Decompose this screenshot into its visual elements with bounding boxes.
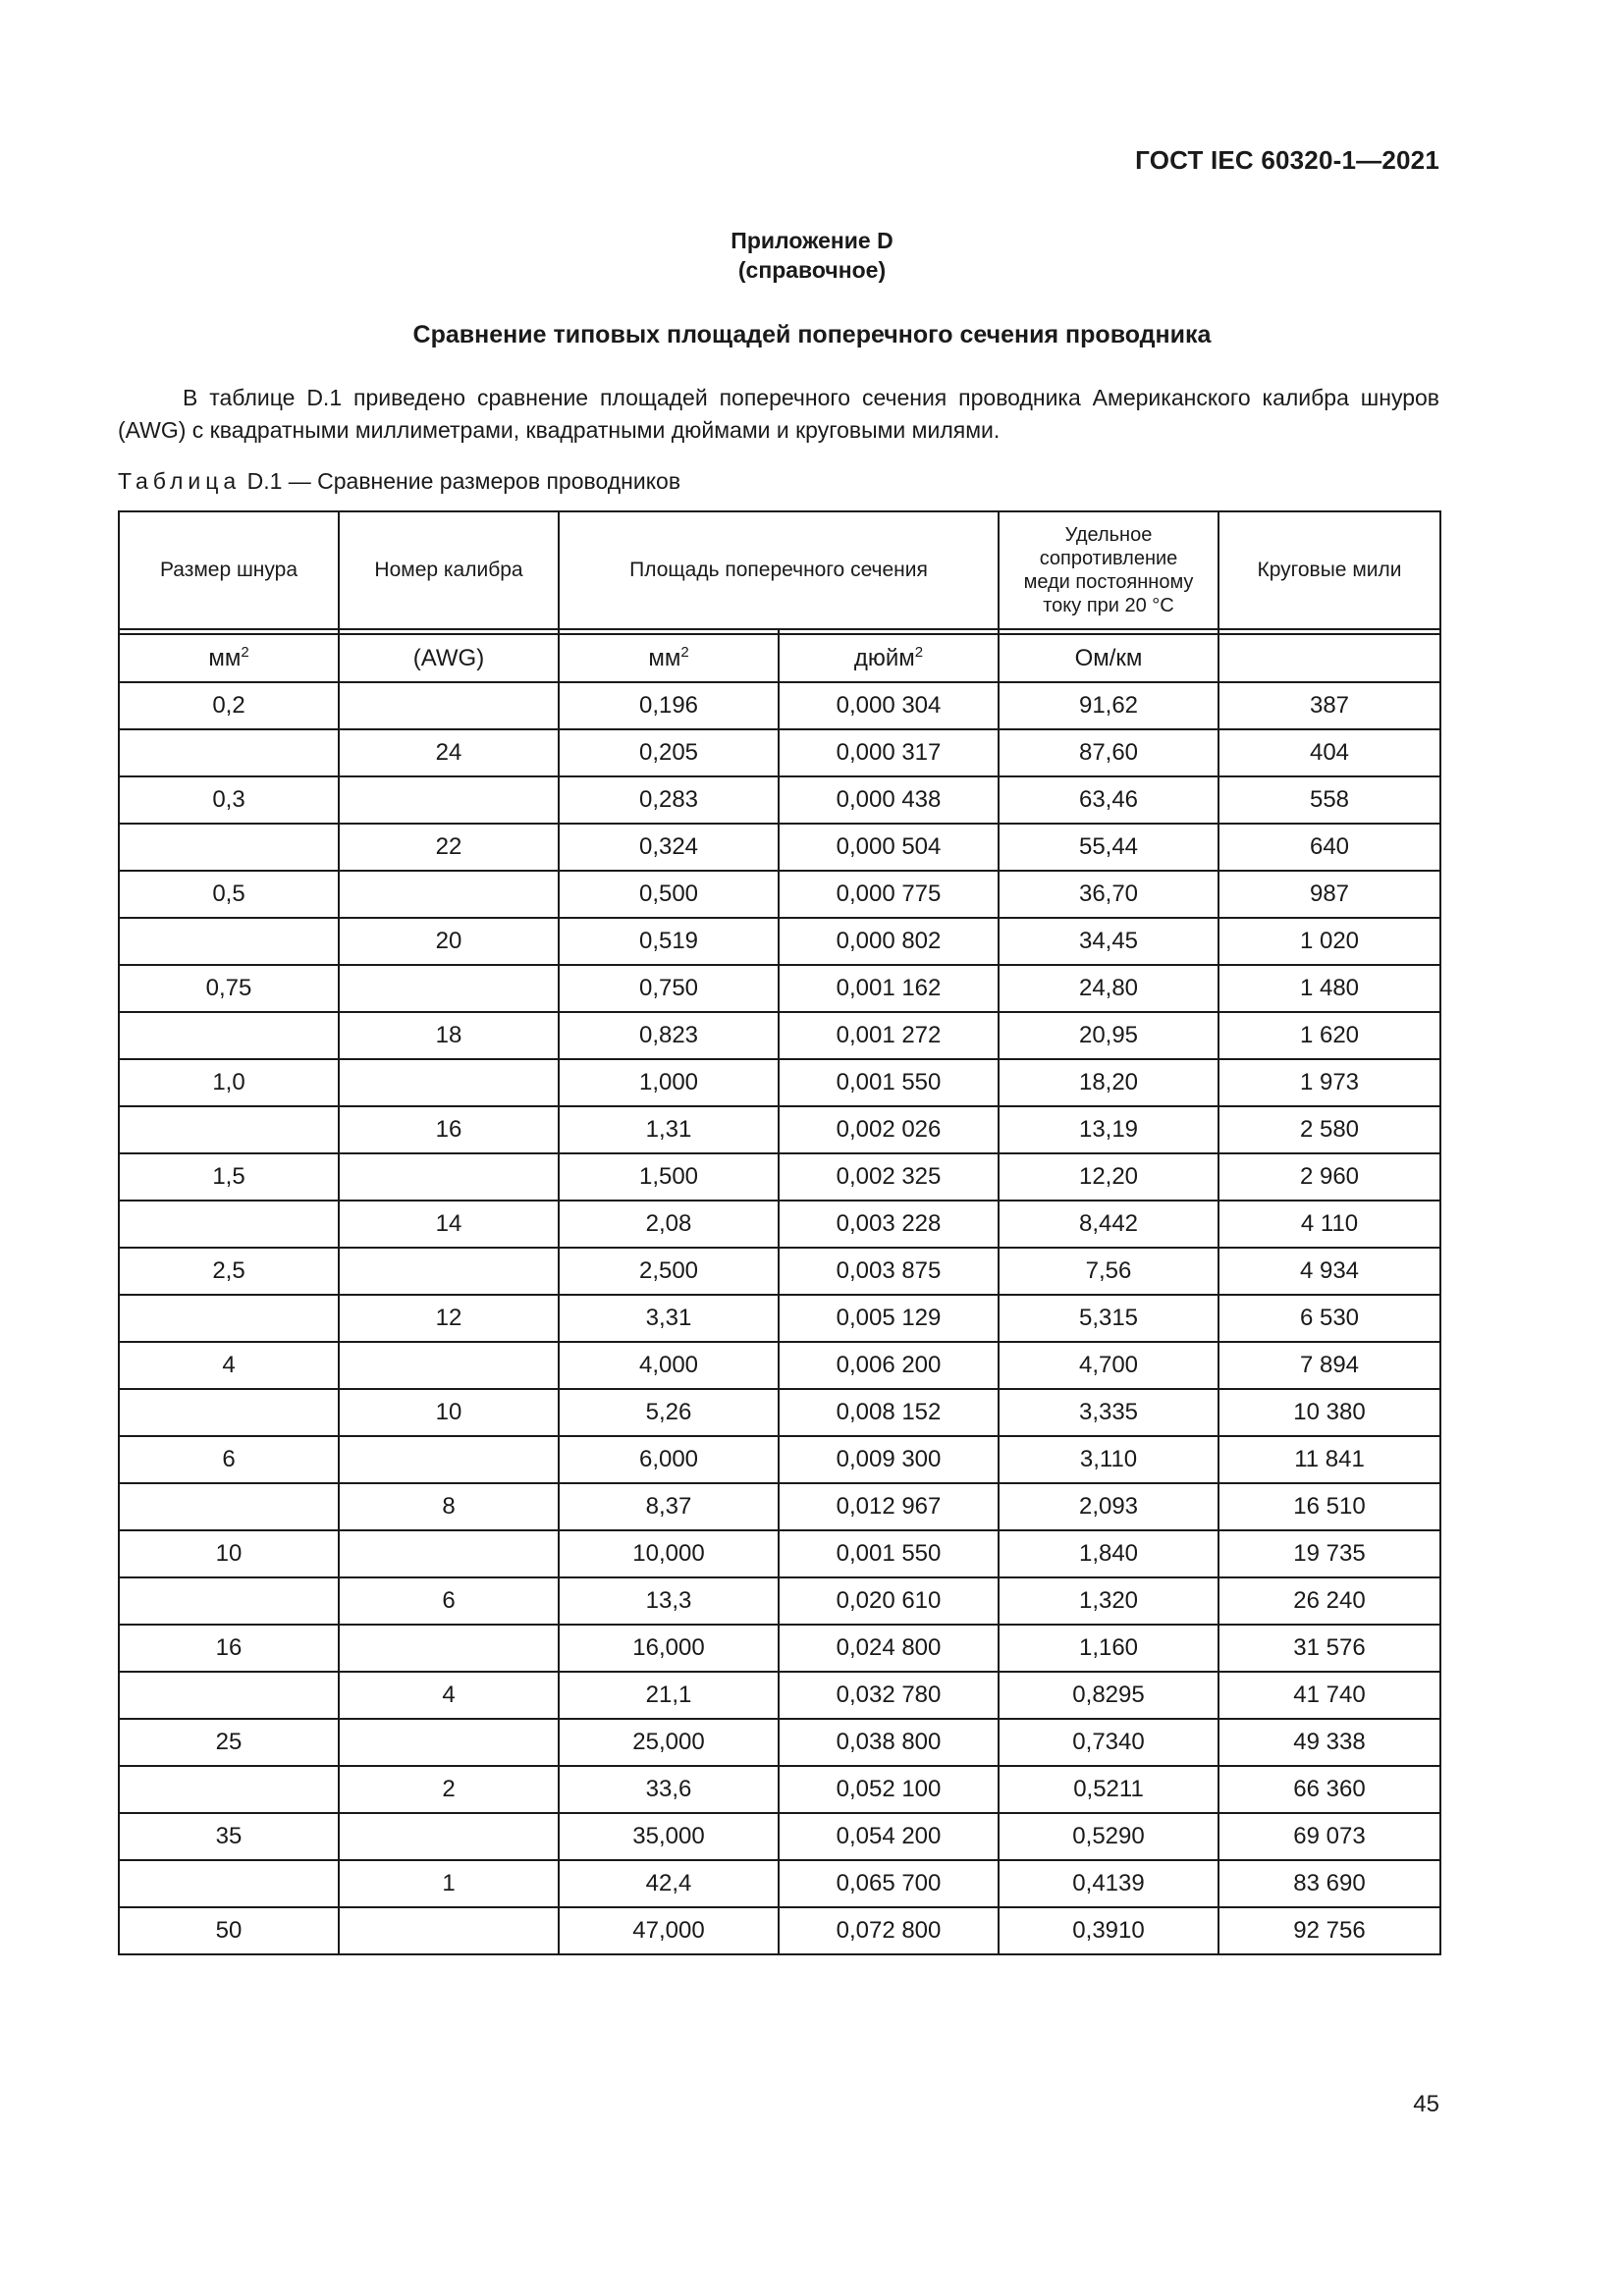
cell-cord-size: 50 <box>119 1907 339 1954</box>
cell-circular-mils: 1 973 <box>1218 1059 1440 1106</box>
cell-resistance: 4,700 <box>999 1342 1218 1389</box>
cell-area-inch2: 0,000 802 <box>779 918 999 965</box>
cell-cord-size: 1,0 <box>119 1059 339 1106</box>
cell-cord-size <box>119 1577 339 1625</box>
cell-cord-size: 6 <box>119 1436 339 1483</box>
cell-gauge <box>339 1907 559 1954</box>
cell-area-mm2: 0,750 <box>559 965 779 1012</box>
cell-area-mm2: 0,196 <box>559 682 779 729</box>
cell-area-mm2: 3,31 <box>559 1295 779 1342</box>
cell-area-inch2: 0,009 300 <box>779 1436 999 1483</box>
header-resistance-text: Удельное сопротивление меди постоянному току при 20 °C <box>1023 524 1194 616</box>
cell-gauge <box>339 1436 559 1483</box>
cell-resistance: 1,840 <box>999 1530 1218 1577</box>
cell-area-mm2: 21,1 <box>559 1672 779 1719</box>
cell-circular-mils: 7 894 <box>1218 1342 1440 1389</box>
cell-resistance: 91,62 <box>999 682 1218 729</box>
cell-gauge: 8 <box>339 1483 559 1530</box>
cell-circular-mils: 2 580 <box>1218 1106 1440 1153</box>
table-row <box>119 1389 1440 1436</box>
cell-cord-size: 1,5 <box>119 1153 339 1201</box>
cell-gauge: 24 <box>339 729 559 776</box>
cell-cord-size <box>119 1106 339 1153</box>
table-row <box>119 776 1440 824</box>
table-row <box>119 871 1440 918</box>
cell-resistance: 20,95 <box>999 1012 1218 1059</box>
cell-gauge <box>339 965 559 1012</box>
cell-circular-mils: 19 735 <box>1218 1530 1440 1577</box>
cell-area-inch2: 0,002 325 <box>779 1153 999 1201</box>
unit-inch-base: дюйм <box>853 644 915 671</box>
cell-circular-mils: 83 690 <box>1218 1860 1440 1907</box>
table-row <box>119 1860 1440 1907</box>
cell-circular-mils: 4 110 <box>1218 1201 1440 1248</box>
cell-gauge <box>339 1248 559 1295</box>
intro-paragraph: В таблице D.1 приведено сравнение площадей поперечного сечения проводника Американского калибра шнуров (AWG) с квадратными миллиметрами, квадратными дюймами и круговыми милями. <box>118 385 1439 443</box>
cell-area-mm2: 1,000 <box>559 1059 779 1106</box>
table-row <box>119 1153 1440 1201</box>
cell-area-mm2: 2,500 <box>559 1248 779 1295</box>
cell-resistance: 0,5211 <box>999 1766 1218 1813</box>
cell-gauge <box>339 1625 559 1672</box>
cell-circular-mils: 31 576 <box>1218 1625 1440 1672</box>
table-caption-text: D.1 — Сравнение размеров проводников <box>241 468 681 494</box>
cell-cord-size <box>119 1860 339 1907</box>
cell-area-inch2: 0,000 438 <box>779 776 999 824</box>
unit-area-inch2 <box>779 634 999 682</box>
conductor-comparison-table <box>118 510 1441 1955</box>
table-row <box>119 682 1440 729</box>
header-resistance <box>999 511 1218 629</box>
cell-area-mm2: 13,3 <box>559 1577 779 1625</box>
cell-resistance: 7,56 <box>999 1248 1218 1295</box>
cell-gauge <box>339 1719 559 1766</box>
table-row <box>119 1012 1440 1059</box>
cell-gauge: 4 <box>339 1672 559 1719</box>
cell-area-inch2: 0,006 200 <box>779 1342 999 1389</box>
cell-area-inch2: 0,005 129 <box>779 1295 999 1342</box>
table-row <box>119 965 1440 1012</box>
cell-area-mm2: 5,26 <box>559 1389 779 1436</box>
cell-circular-mils: 987 <box>1218 871 1440 918</box>
table-row <box>119 1106 1440 1153</box>
cell-gauge: 14 <box>339 1201 559 1248</box>
cell-cord-size: 0,2 <box>119 682 339 729</box>
cell-resistance: 13,19 <box>999 1106 1218 1153</box>
cell-resistance: 34,45 <box>999 918 1218 965</box>
header-circular-mils: Круговые мили <box>1218 511 1440 629</box>
header-cross-section-area: Площадь поперечного сечения <box>559 511 999 629</box>
cell-circular-mils: 2 960 <box>1218 1153 1440 1201</box>
table-caption-label: Таблица <box>118 468 242 494</box>
table-row <box>119 1248 1440 1295</box>
cell-area-inch2: 0,024 800 <box>779 1625 999 1672</box>
unit-mm-exp: 2 <box>680 643 689 661</box>
table-caption <box>118 468 680 495</box>
cell-gauge <box>339 1153 559 1201</box>
cell-resistance: 0,3910 <box>999 1907 1218 1954</box>
table-row <box>119 1907 1440 1954</box>
cell-cord-size <box>119 1295 339 1342</box>
header-cord-size: Размер шнура <box>119 511 339 629</box>
cell-area-mm2: 0,205 <box>559 729 779 776</box>
cell-area-inch2: 0,052 100 <box>779 1766 999 1813</box>
cell-resistance: 18,20 <box>999 1059 1218 1106</box>
cell-circular-mils: 6 530 <box>1218 1295 1440 1342</box>
cell-area-inch2: 0,054 200 <box>779 1813 999 1860</box>
cell-circular-mils: 1 620 <box>1218 1012 1440 1059</box>
table-row <box>119 1059 1440 1106</box>
cell-gauge: 12 <box>339 1295 559 1342</box>
cell-circular-mils: 11 841 <box>1218 1436 1440 1483</box>
cell-cord-size <box>119 1766 339 1813</box>
unit-cord-mm2 <box>119 634 339 682</box>
cell-resistance: 63,46 <box>999 776 1218 824</box>
cell-area-inch2: 0,002 026 <box>779 1106 999 1153</box>
table-row <box>119 1577 1440 1625</box>
cell-cord-size <box>119 918 339 965</box>
cell-resistance: 0,8295 <box>999 1672 1218 1719</box>
cell-gauge: 18 <box>339 1012 559 1059</box>
cell-area-mm2: 16,000 <box>559 1625 779 1672</box>
cell-area-inch2: 0,000 775 <box>779 871 999 918</box>
table-row <box>119 729 1440 776</box>
table-row <box>119 1813 1440 1860</box>
table-row <box>119 1483 1440 1530</box>
cell-resistance: 1,160 <box>999 1625 1218 1672</box>
cell-resistance: 87,60 <box>999 729 1218 776</box>
cell-gauge <box>339 1059 559 1106</box>
cell-circular-mils: 640 <box>1218 824 1440 871</box>
cell-gauge <box>339 776 559 824</box>
table-row <box>119 1436 1440 1483</box>
cell-area-mm2: 4,000 <box>559 1342 779 1389</box>
page-number: 45 <box>1413 2091 1439 2117</box>
annex-title: Приложение D <box>731 228 893 253</box>
table-row <box>119 1342 1440 1389</box>
annex-heading <box>0 226 1624 285</box>
cell-area-mm2: 0,283 <box>559 776 779 824</box>
cell-resistance: 12,20 <box>999 1153 1218 1201</box>
unit-inch-exp: 2 <box>914 643 924 661</box>
cell-area-mm2: 2,08 <box>559 1201 779 1248</box>
cell-area-inch2: 0,001 550 <box>779 1530 999 1577</box>
cell-cord-size: 10 <box>119 1530 339 1577</box>
cell-gauge: 22 <box>339 824 559 871</box>
cell-resistance: 1,320 <box>999 1577 1218 1625</box>
cell-area-inch2: 0,003 228 <box>779 1201 999 1248</box>
cell-cord-size: 2,5 <box>119 1248 339 1295</box>
cell-cord-size: 0,5 <box>119 871 339 918</box>
cell-cord-size: 25 <box>119 1719 339 1766</box>
cell-area-mm2: 6,000 <box>559 1436 779 1483</box>
cell-area-inch2: 0,000 504 <box>779 824 999 871</box>
cell-area-mm2: 0,519 <box>559 918 779 965</box>
table-header-row <box>119 511 1440 629</box>
unit-mm-exp: 2 <box>241 643 249 661</box>
table-row <box>119 1625 1440 1672</box>
cell-circular-mils: 10 380 <box>1218 1389 1440 1436</box>
cell-area-mm2: 47,000 <box>559 1907 779 1954</box>
cell-area-mm2: 0,500 <box>559 871 779 918</box>
cell-area-mm2: 0,823 <box>559 1012 779 1059</box>
cell-area-inch2: 0,072 800 <box>779 1907 999 1954</box>
cell-cord-size <box>119 1201 339 1248</box>
cell-cord-size: 16 <box>119 1625 339 1672</box>
cell-cord-size <box>119 729 339 776</box>
cell-circular-mils: 92 756 <box>1218 1907 1440 1954</box>
cell-gauge <box>339 682 559 729</box>
table-row <box>119 1766 1440 1813</box>
cell-resistance: 5,315 <box>999 1295 1218 1342</box>
cell-resistance: 55,44 <box>999 824 1218 871</box>
cell-area-mm2: 8,37 <box>559 1483 779 1530</box>
cell-resistance: 0,5290 <box>999 1813 1218 1860</box>
cell-cord-size <box>119 824 339 871</box>
cell-area-inch2: 0,020 610 <box>779 1577 999 1625</box>
cell-cord-size <box>119 1672 339 1719</box>
cell-area-inch2: 0,003 875 <box>779 1248 999 1295</box>
header-gauge-number: Номер калибра <box>339 511 559 629</box>
cell-resistance: 24,80 <box>999 965 1218 1012</box>
table-row <box>119 1530 1440 1577</box>
cell-area-inch2: 0,012 967 <box>779 1483 999 1530</box>
cell-area-mm2: 1,31 <box>559 1106 779 1153</box>
cell-gauge: 2 <box>339 1766 559 1813</box>
cell-area-mm2: 10,000 <box>559 1530 779 1577</box>
cell-cord-size: 0,3 <box>119 776 339 824</box>
cell-circular-mils: 1 020 <box>1218 918 1440 965</box>
unit-area-mm2 <box>559 634 779 682</box>
cell-cord-size: 35 <box>119 1813 339 1860</box>
cell-resistance: 36,70 <box>999 871 1218 918</box>
cell-resistance: 0,4139 <box>999 1860 1218 1907</box>
unit-awg: (AWG) <box>339 634 559 682</box>
cell-gauge: 6 <box>339 1577 559 1625</box>
cell-area-mm2: 0,324 <box>559 824 779 871</box>
cell-cord-size: 4 <box>119 1342 339 1389</box>
cell-cord-size <box>119 1483 339 1530</box>
cell-area-inch2: 0,000 317 <box>779 729 999 776</box>
cell-cord-size <box>119 1012 339 1059</box>
unit-ohm-km: Ом/км <box>999 634 1218 682</box>
unit-mm-base: мм <box>208 644 242 671</box>
cell-area-inch2: 0,008 152 <box>779 1389 999 1436</box>
cell-circular-mils: 387 <box>1218 682 1440 729</box>
cell-resistance: 2,093 <box>999 1483 1218 1530</box>
cell-area-inch2: 0,000 304 <box>779 682 999 729</box>
table-row <box>119 824 1440 871</box>
cell-resistance: 0,7340 <box>999 1719 1218 1766</box>
cell-circular-mils: 69 073 <box>1218 1813 1440 1860</box>
cell-resistance: 3,110 <box>999 1436 1218 1483</box>
cell-circular-mils: 404 <box>1218 729 1440 776</box>
cell-circular-mils: 16 510 <box>1218 1483 1440 1530</box>
cell-area-inch2: 0,001 550 <box>779 1059 999 1106</box>
cell-circular-mils: 66 360 <box>1218 1766 1440 1813</box>
table-row <box>119 1295 1440 1342</box>
cell-circular-mils: 49 338 <box>1218 1719 1440 1766</box>
cell-area-mm2: 25,000 <box>559 1719 779 1766</box>
cell-resistance: 8,442 <box>999 1201 1218 1248</box>
cell-circular-mils: 558 <box>1218 776 1440 824</box>
table-row <box>119 918 1440 965</box>
cell-gauge: 20 <box>339 918 559 965</box>
cell-circular-mils: 41 740 <box>1218 1672 1440 1719</box>
annex-subtitle: (справочное) <box>737 257 887 283</box>
table-units-row <box>119 634 1440 682</box>
cell-gauge <box>339 1342 559 1389</box>
unit-circular-mils <box>1218 634 1440 682</box>
cell-resistance: 3,335 <box>999 1389 1218 1436</box>
cell-area-mm2: 1,500 <box>559 1153 779 1201</box>
standard-code: ГОСТ IEC 60320-1—2021 <box>1135 145 1439 175</box>
cell-gauge <box>339 871 559 918</box>
table-body <box>119 682 1440 1954</box>
section-title: Сравнение типовых площадей поперечного сечения проводника <box>412 321 1212 348</box>
unit-mm-base: мм <box>648 644 681 671</box>
table-row <box>119 1672 1440 1719</box>
cell-gauge: 16 <box>339 1106 559 1153</box>
cell-area-inch2: 0,001 162 <box>779 965 999 1012</box>
cell-area-inch2: 0,065 700 <box>779 1860 999 1907</box>
cell-cord-size: 0,75 <box>119 965 339 1012</box>
cell-cord-size <box>119 1389 339 1436</box>
table-row <box>119 1719 1440 1766</box>
cell-area-inch2: 0,032 780 <box>779 1672 999 1719</box>
cell-gauge: 10 <box>339 1389 559 1436</box>
table-row <box>119 1201 1440 1248</box>
cell-area-mm2: 42,4 <box>559 1860 779 1907</box>
cell-circular-mils: 1 480 <box>1218 965 1440 1012</box>
cell-area-inch2: 0,001 272 <box>779 1012 999 1059</box>
cell-circular-mils: 26 240 <box>1218 1577 1440 1625</box>
cell-area-mm2: 35,000 <box>559 1813 779 1860</box>
cell-area-inch2: 0,038 800 <box>779 1719 999 1766</box>
cell-area-mm2: 33,6 <box>559 1766 779 1813</box>
cell-gauge <box>339 1813 559 1860</box>
cell-gauge: 1 <box>339 1860 559 1907</box>
cell-circular-mils: 4 934 <box>1218 1248 1440 1295</box>
cell-gauge <box>339 1530 559 1577</box>
